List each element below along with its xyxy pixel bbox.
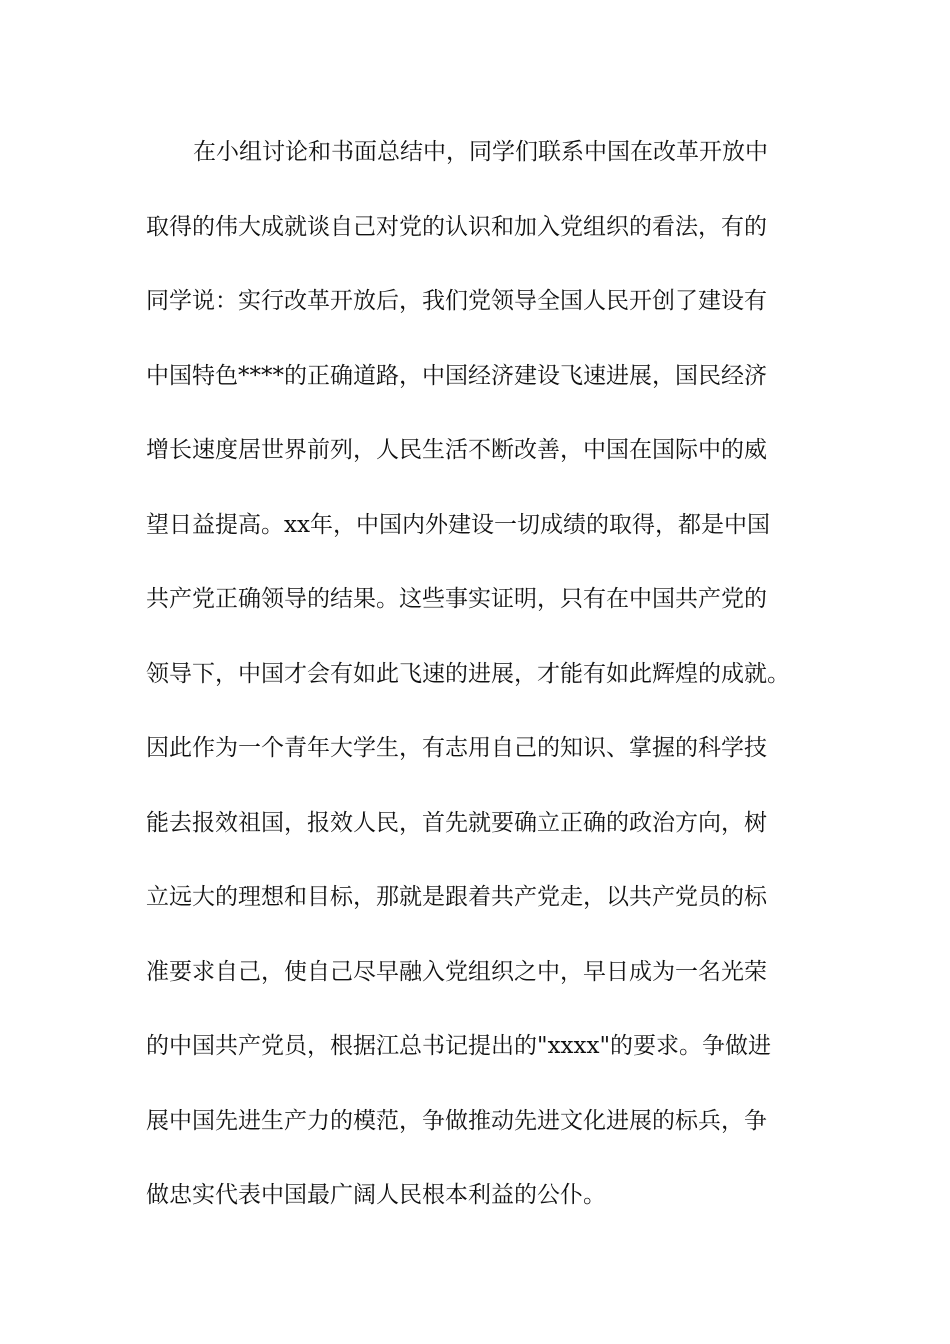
paragraph	[146, 129, 826, 1247]
text-line: 准要求自己，使自己尽早融入党组织之中，早日成为一名光荣	[146, 958, 767, 985]
text-line: 共产党正确领导的结果。这些事实证明，只有在中国共产党的	[146, 586, 767, 612]
text-line: 取得的伟大成就谈自己对党的认识和加入党组织的看法，有的	[146, 213, 767, 240]
text-line: 因此作为一个青年大学生，有志用自己的知识、掌握的科学技	[146, 735, 767, 761]
text-line: 能去报效祖国，报效人民，首先就要确立正确的政治方向，树	[146, 809, 767, 836]
text-line: 同学说：实行改革开放后，我们党领导全国人民开创了建设有	[146, 288, 767, 314]
text-line: 望日益提高。xx年，中国内外建设一切成绩的取得，都是中国	[146, 511, 770, 538]
text-line: 在小组讨论和书面总结中，同学们联系中国在改革开放中	[193, 139, 768, 165]
text-line: 的中国共产党员，根据江总书记提出的"xxxx"的要求。争做进	[146, 1033, 772, 1059]
text-line: 增长速度居世界前列，人民生活不断改善，中国在国际中的威	[146, 437, 767, 463]
text-line: 立远大的理想和目标，那就是跟着共产党走，以共产党员的标	[146, 884, 767, 910]
text-line: 做忠实代表中国最广阔人民根本利益的公仆。	[146, 1182, 606, 1208]
text-line: 中国特色****的正确道路，中国经济建设飞速进展，国民经济	[146, 362, 767, 389]
text-line: 展中国先进生产力的模范，争做推动先进文化进展的标兵，争	[146, 1107, 767, 1134]
text-line: 领导下，中国才会有如此飞速的进展，才能有如此辉煌的成就。	[146, 660, 790, 687]
